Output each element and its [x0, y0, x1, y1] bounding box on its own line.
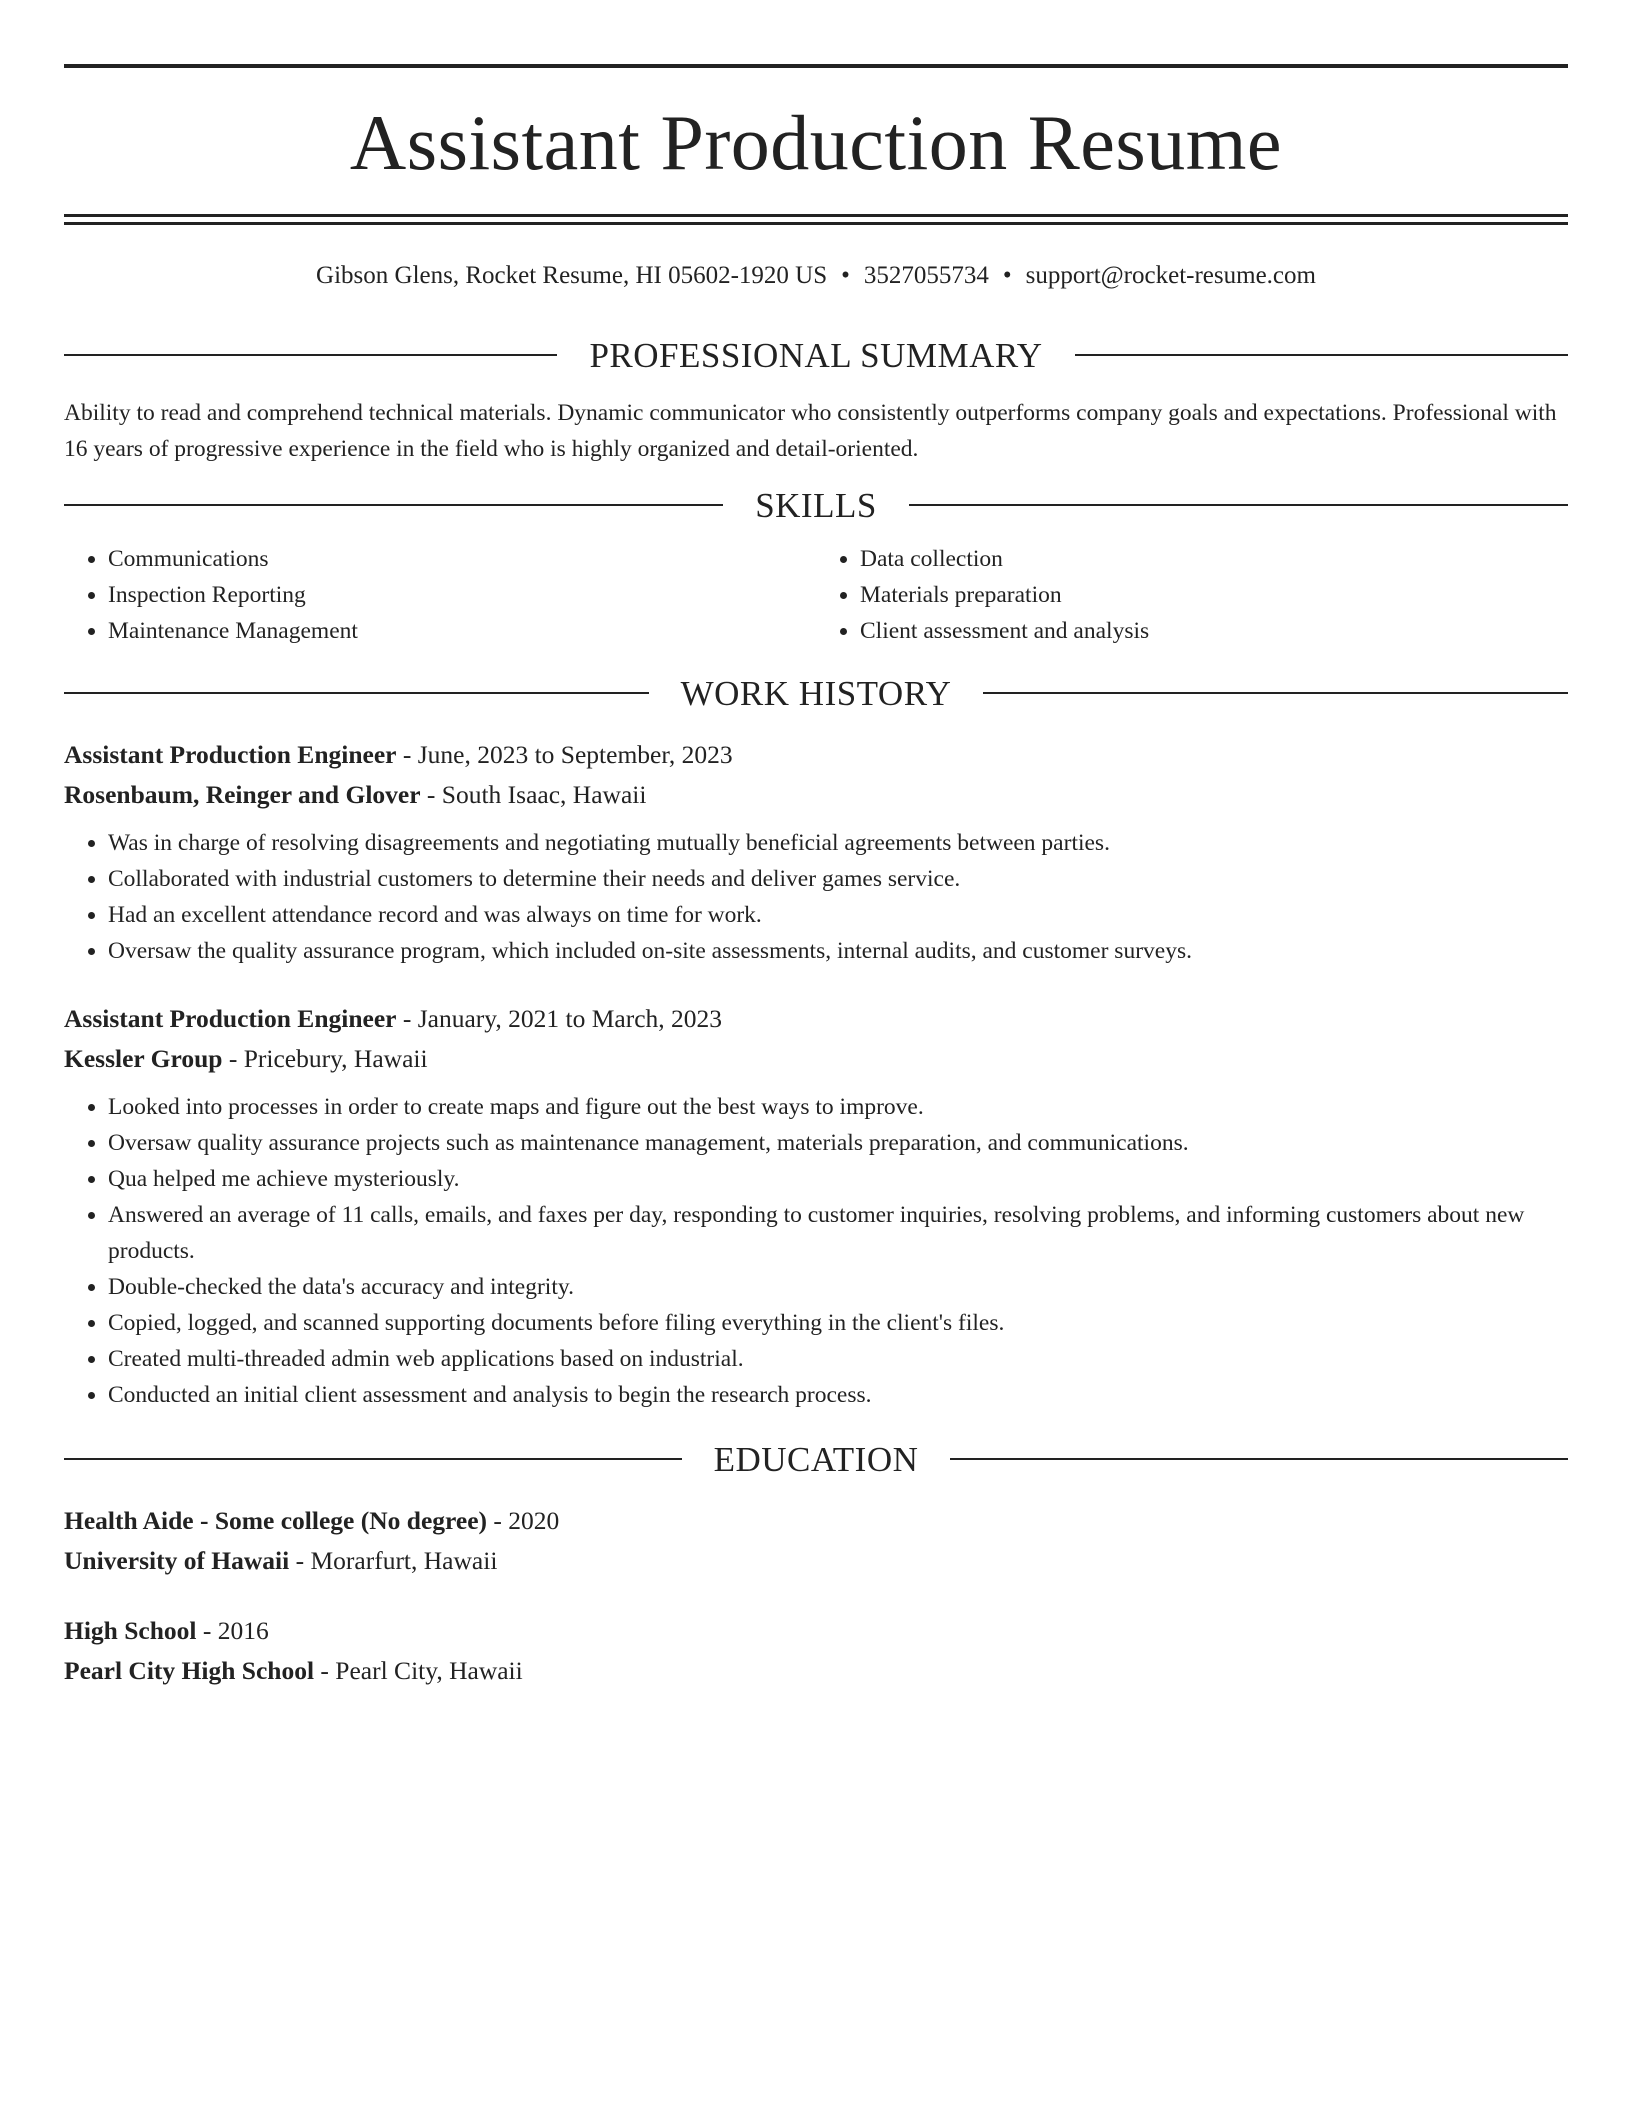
section-rule-right	[909, 504, 1568, 506]
skill-item: • Communications	[108, 541, 816, 577]
job-location: - Pricebury, Hawaii	[222, 1044, 428, 1073]
section-rule-left	[64, 504, 723, 506]
contact-email: support@rocket-resume.com	[1025, 262, 1316, 289]
job-bullet: • Double-checked the data's accuracy and integrity.	[108, 1269, 1568, 1305]
education-school: University of Hawaii	[64, 1546, 290, 1575]
education-year: - 2016	[196, 1616, 269, 1645]
section-rule-right	[983, 692, 1568, 694]
summary-text: Ability to read and comprehend technical materials. Dynamic communicator who consistently outperforms company goals and expectations. Professional with 16 years of progressive experience in the field who is highly organized and detail-oriented.	[64, 400, 1557, 462]
job-bullet: • Answered an average of 11 calls, emails, and faxes per day, responding to customer inquiries, resolving problems, and informing customers about new products.	[108, 1197, 1568, 1269]
header-rule-lower	[64, 222, 1568, 225]
education-school: Pearl City High School	[64, 1656, 315, 1685]
job-company-line	[64, 1039, 1568, 1079]
summary-section-header	[64, 333, 1568, 377]
education-entry	[64, 1611, 1568, 1691]
section-rule-left	[64, 692, 649, 694]
job-title-line	[64, 999, 1568, 1039]
education-school-line	[64, 1651, 1568, 1691]
job-dates: - June, 2023 to September, 2023	[396, 740, 733, 769]
skill-item: • Client assessment and analysis	[860, 613, 1568, 649]
skills-list	[64, 541, 1568, 649]
education-section-title: EDUCATION	[713, 1439, 919, 1479]
job-bullet: • Conducted an initial client assessment and analysis to begin the research process.	[108, 1377, 1568, 1413]
job-bullet: • Collaborated with industrial customers to determine their needs and deliver games service.	[108, 861, 1568, 897]
skills-column-right	[816, 541, 1568, 649]
skill-item: • Maintenance Management	[108, 613, 816, 649]
summary-section-title: PROFESSIONAL SUMMARY	[589, 335, 1043, 375]
education-location: - Morarfurt, Hawaii	[289, 1546, 498, 1575]
header-top-rule	[64, 64, 1568, 68]
job-bullet: • Created multi-threaded admin web applications based on industrial.	[108, 1341, 1568, 1377]
section-rule-right	[1075, 354, 1568, 356]
job-title-line	[64, 735, 1568, 775]
education-degree-line	[64, 1611, 1568, 1651]
job-bullets	[64, 1089, 1568, 1413]
education-year: - 2020	[487, 1506, 560, 1535]
resume-title: Assistant Production Resume	[349, 99, 1283, 186]
job-location: - South Isaac, Hawaii	[420, 780, 647, 809]
job-bullet: • Was in charge of resolving disagreements and negotiating mutually beneficial agreements between parties.	[108, 825, 1568, 861]
section-rule-left	[64, 354, 557, 356]
job-bullet: • Copied, logged, and scanned supporting documents before filing everything in the client's files.	[108, 1305, 1568, 1341]
job-bullet: • Looked into processes in order to create maps and figure out the best ways to improve.	[108, 1089, 1568, 1125]
skill-item: • Materials preparation	[860, 577, 1568, 613]
skills-section-header	[64, 483, 1568, 527]
contact-line	[64, 263, 1568, 291]
section-rule-right	[950, 1458, 1568, 1460]
education-school-line	[64, 1541, 1568, 1581]
education-degree: Health Aide - Some college (No degree)	[64, 1506, 488, 1535]
job-company-line	[64, 775, 1568, 815]
skills-section-title: SKILLS	[755, 485, 877, 525]
education-location: - Pearl City, Hawaii	[314, 1656, 523, 1685]
work-section-title: WORK HISTORY	[680, 673, 952, 713]
job-bullet: • Oversaw quality assurance projects such as maintenance management, materials preparation, and communications.	[108, 1125, 1568, 1161]
header-rule-upper	[64, 214, 1568, 217]
contact-phone: 3527055734	[863, 262, 989, 289]
job-company: Kessler Group	[64, 1044, 223, 1073]
education-section-header	[64, 1437, 1568, 1481]
job-bullet: • Had an excellent attendance record and was always on time for work.	[108, 897, 1568, 933]
education-degree: High School	[64, 1616, 197, 1645]
job-role: Assistant Production Engineer	[64, 1004, 397, 1033]
contact-separator: •	[1002, 262, 1012, 289]
job-entry	[64, 735, 1568, 969]
job-company: Rosenbaum, Reinger and Glover	[64, 780, 421, 809]
education-entry	[64, 1501, 1568, 1581]
contact-separator: •	[841, 262, 850, 289]
job-bullet: • Oversaw the quality assurance program, which included on-site assessments, internal audits, and customer surveys.	[108, 933, 1568, 969]
contact-address: Gibson Glens, Rocket Resume, HI 05602-1920 US	[316, 262, 828, 289]
job-role: Assistant Production Engineer	[64, 740, 397, 769]
section-rule-left	[64, 1458, 682, 1460]
job-bullet: • Qua helped me achieve mysteriously.	[108, 1161, 1568, 1197]
job-dates: - January, 2021 to March, 2023	[396, 1004, 723, 1033]
job-bullets	[64, 825, 1568, 969]
education-degree-line	[64, 1501, 1568, 1541]
skill-item: • Data collection	[860, 541, 1568, 577]
skill-item: • Inspection Reporting	[108, 577, 816, 613]
job-entry	[64, 999, 1568, 1413]
skills-column-left	[64, 541, 816, 649]
work-section-header	[64, 671, 1568, 715]
